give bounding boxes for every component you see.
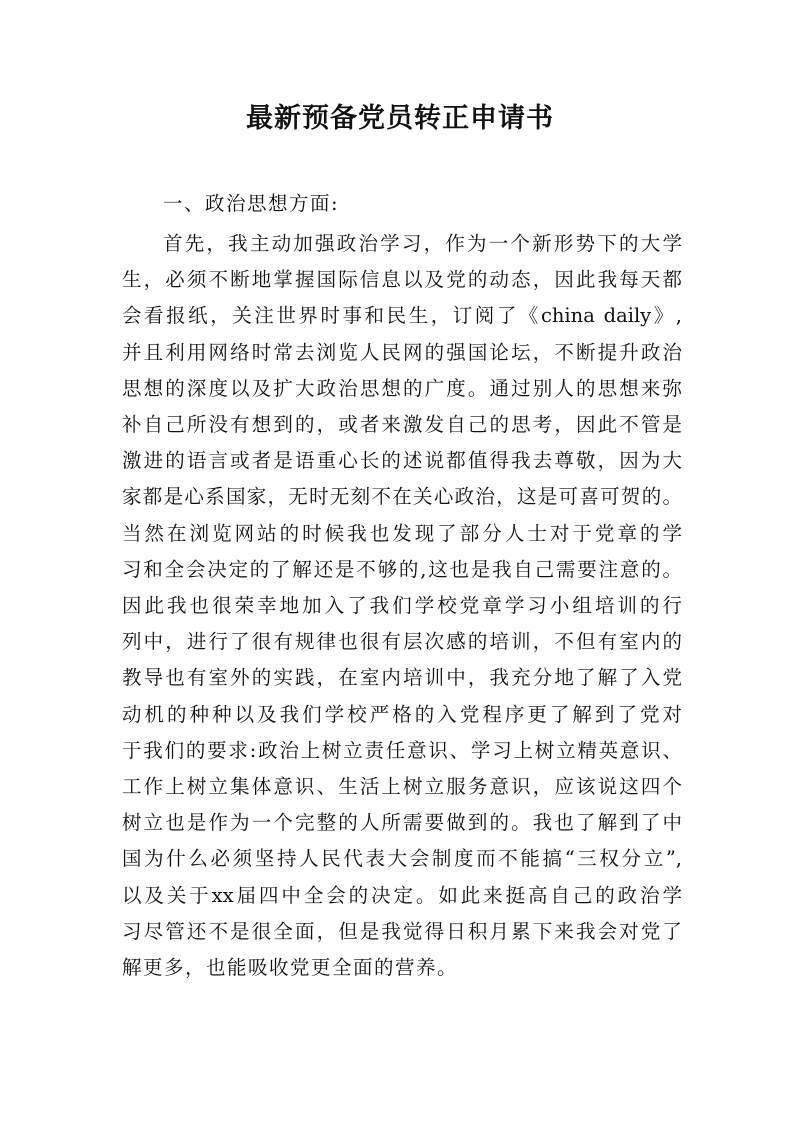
paragraph-line: 树立也是作为一个完整的人所需要做到的。我也了解到了中 [122, 811, 682, 835]
paragraph-line: 激进的语言或者是语重心长的述说都值得我去尊敬，因为大 [122, 449, 682, 473]
body-paragraph [122, 226, 682, 986]
paragraph-line: 会看报纸，关注世界时事和民生，订阅了《china daily》, [122, 304, 682, 328]
section-heading: 一、政治思想方面: [163, 192, 340, 215]
paragraph-line: 以及关于xx届四中全会的决定。如此来挺高自己的政治学 [122, 883, 682, 907]
paragraph-line: 首先，我主动加强政治学习，作为一个新形势下的大学 [163, 232, 682, 255]
document-title: 最新预备党员转正申请书 [246, 103, 554, 134]
paragraph-line: 习尽管还不是很全面，但是我觉得日积月累下来我会对党了 [122, 919, 682, 943]
paragraph-line: 生，必须不断地掌握国际信息以及党的动态，因此我每天都 [122, 268, 682, 292]
paragraph-line: 习和全会决定的了解还是不够的,这也是我自己需要注意的。 [122, 557, 682, 581]
paragraph-line: 工作上树立集体意识、生活上树立服务意识，应该说这四个 [122, 775, 682, 799]
paragraph-line: 并且利用网络时常去浏览人民网的强国论坛，不断提升政治 [122, 340, 682, 364]
paragraph-line: 补自己所没有想到的，或者来激发自己的思考，因此不管是 [122, 413, 682, 437]
paragraph-line: 教导也有室外的实践，在室内培训中，我充分地了解了入党 [122, 666, 682, 690]
paragraph-line: 国为什么必须坚持人民代表大会制度而不能搞“三权分立”, [122, 847, 682, 871]
paragraph-line: 动机的种种以及我们学校严格的入党程序更了解到了党对 [122, 702, 682, 726]
paragraph-line: 当然在浏览网站的时候我也发现了部分人士对于党章的学 [122, 521, 682, 545]
paragraph-line: 思想的深度以及扩大政治思想的广度。通过别人的思想来弥 [122, 376, 682, 400]
paragraph-line: 因此我也很荣幸地加入了我们学校党章学习小组培训的行 [122, 594, 682, 618]
paragraph-line: 解更多，也能吸收党更全面的营养。 [122, 956, 459, 980]
paragraph-line: 列中，进行了很有规律也很有层次感的培训，不但有室内的 [122, 630, 682, 654]
paragraph-line: 于我们的要求:政治上树立责任意识、学习上树立精英意识、 [122, 738, 682, 762]
paragraph-line: 家都是心系国家，无时无刻不在关心政治，这是可喜可贺的。 [122, 485, 682, 509]
